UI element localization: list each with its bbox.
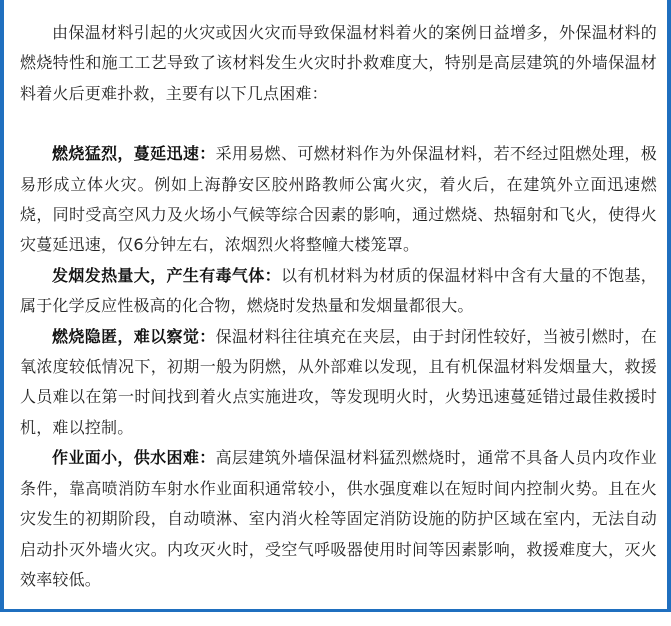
difficulty-title: 燃烧隐匿，难以察觉： <box>52 326 216 346</box>
difficulty-title: 发烟发热量大，产生有毒气体： <box>52 265 281 285</box>
difficulty-title: 燃烧猛烈，蔓延迅速： <box>52 144 216 164</box>
difficulty-title: 作业面小，供水困难： <box>52 448 216 468</box>
difficulty-text: 采用易燃、可燃材料作为外保温材料，若不经过阻燃处理，极易形成立体火灾。例如上海静安区胶州路教师公寓火灾，着火后，在建筑外立面迅速燃烧，同时受高空风力及火场小气候等综合因素的影响，通过燃烧、热辐射和飞火，使得火灾蔓延迅速，仅6分钟左右，浓烟烈火将整幢大楼笼罩。 <box>20 144 657 255</box>
difficulty-text: 高层建筑外墙保温材料猛烈燃烧时，通常不具备人员内攻作业条件，靠高喷消防车射水作业面积通常较小，供水强度难以在短时间内控制火势。且在火灾发生的初期阶段，自动喷淋、室内消火栓等固定消防设施的防护区域在室内，无法自动启动扑灭外墙火灾。内攻灭火时，受空气呼吸器使用时间等因素影响，救援难度大，灭火效率较低。 <box>20 448 657 589</box>
intro-paragraph: 由保温材料引起的火灾或因火灾而导致保温材料着火的案例日益增多，外保温材料的燃烧特性和施工工艺导致了该材料发生火灾时扑救难度大，特别是高层建筑的外墙保温材料着火后更难扑救，主要有以下几点困难： <box>20 23 657 103</box>
difficulty-item-fierce-burning <box>20 139 657 261</box>
difficulty-text: 以有机材料为材质的保温材料中含有大量的不饱基，属于化学反应性极高的化合物，燃烧时发热量和发烟量都很大。 <box>20 265 657 316</box>
difficulty-item-hidden-burning <box>20 322 657 444</box>
difficulty-item-smoke-heat <box>20 261 657 322</box>
difficulty-item-water-supply <box>20 443 657 595</box>
paragraph-spacer <box>20 109 657 139</box>
article-body <box>20 18 657 595</box>
difficulty-text: 保温材料往往填充在夹层，由于封闭性较好，当被引燃时，在氧浓度较低情况下，初期一般为阴燃，从外部难以发现，且有机保温材料发烟量大，救援人员难以在第一时间找到着火点实施进攻，等发现明火时，火势迅速蔓延错过最佳救援时机，难以控制。 <box>20 326 657 437</box>
